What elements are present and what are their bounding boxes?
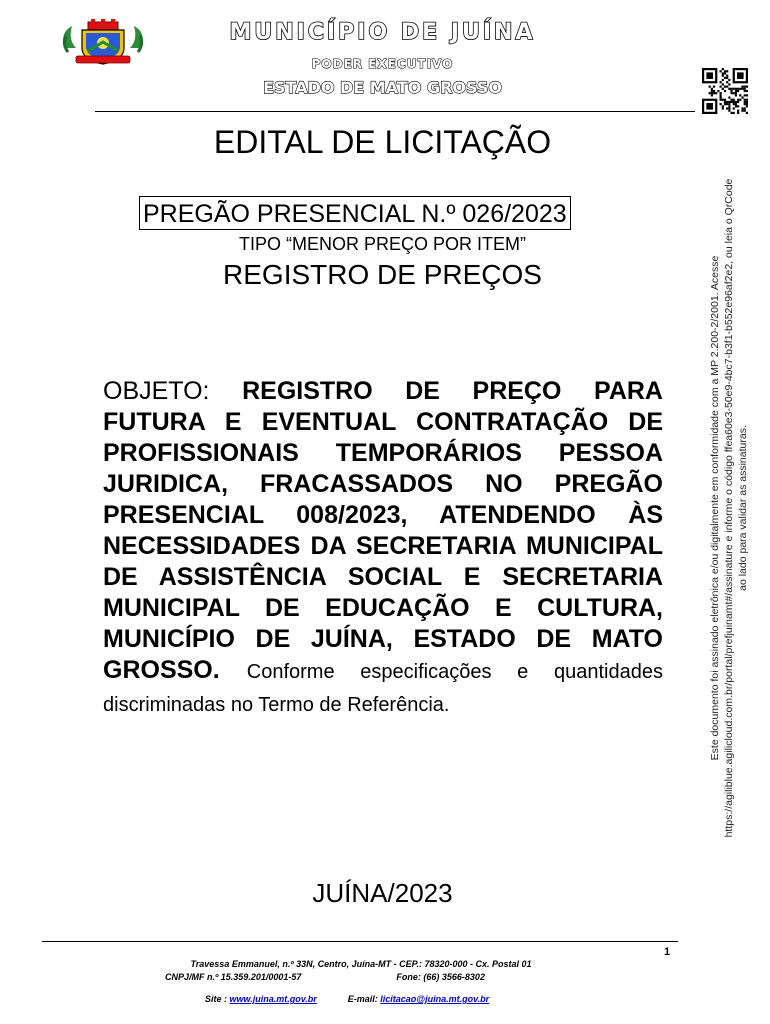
state-name: ESTADO DE MATO GROSSO [263,78,502,97]
objeto-paragraph [103,376,663,721]
email-label: E-mail: [347,994,378,1004]
signature-notice [708,148,750,868]
footer-cnpj: CNPJ/MF n.º 15.359.201/0001-57 [165,972,302,982]
document-title: EDITAL DE LICITAÇÃO [213,124,552,160]
municipality-name: MUNICÍPIO DE JUÍNA [229,20,536,45]
footer-divider [42,941,678,942]
signature-notice-line1: Este documento foi assinado eletrônica e/ou digitalmente em conformidade com a MP 2.200-2/2001. Acesse [709,255,721,761]
objeto-text: REGISTRO DE PREÇO PARA FUTURA E EVENTUAL CONTRATAÇÃO DE PROFISSIONAIS TEMPORÁRIOS PESSOA JURIDICA, FRACASSADOS NO PREGÃO PRESENCIAL 008/2023, ATENDENDO ÀS NECESSIDADES DA SECRETARIA MUNICIPAL DE ASSISTÊNCIA SOCIAL E SECRETARIA MUNICIPAL DE EDUCAÇÃO E CULTURA, MUNICÍPIO DE JUÍNA, ESTADO DE MATO GROSSO. [103,377,663,684]
bid-type: TIPO “MENOR PREÇO POR ITEM” [238,234,526,254]
signature-notice-line2: https://agiliblue.agilicloud.com.br/portal/prefjuinamt#/assinature e informe o código ffea60e3-50e9-4bc7-b3f1-b552e96af2e2, ou leia o QrCode [723,178,735,838]
site-label: Site : [205,994,228,1004]
page-number: 1 [664,946,671,958]
executive-branch: PODER EXECUTIVO [311,57,454,71]
pregao-number: PREGÃO PRESENCIAL N.º 026/2023 [139,196,571,230]
price-registry: REGISTRO DE PREÇOS [223,259,542,290]
footer-phone: Fone: (66) 3566-8302 [396,972,485,982]
municipal-crest-icon [58,18,148,66]
site-link[interactable]: www.juina.mt.gov.br [229,994,317,1004]
qr-code-icon[interactable] [702,64,748,118]
objeto-label: OBJETO: [103,377,210,405]
header-divider [95,111,695,112]
signature-notice-line3: ao lado para validar as assinaturas. [737,425,749,591]
footer-links [205,994,489,1004]
objeto-tail: Conforme especificações e quantidades discriminadas no Termo de Referência. [103,661,663,716]
city-year: JUÍNA/2023 [312,878,453,908]
footer-contact [165,972,485,982]
email-link[interactable]: licitacao@juina.mt.gov.br [380,994,490,1004]
footer-address: Travessa Emmanuel, n.º 33N, Centro, Juína-MT - CEP.: 78320-000 - Cx. Postal 01 [190,959,532,969]
